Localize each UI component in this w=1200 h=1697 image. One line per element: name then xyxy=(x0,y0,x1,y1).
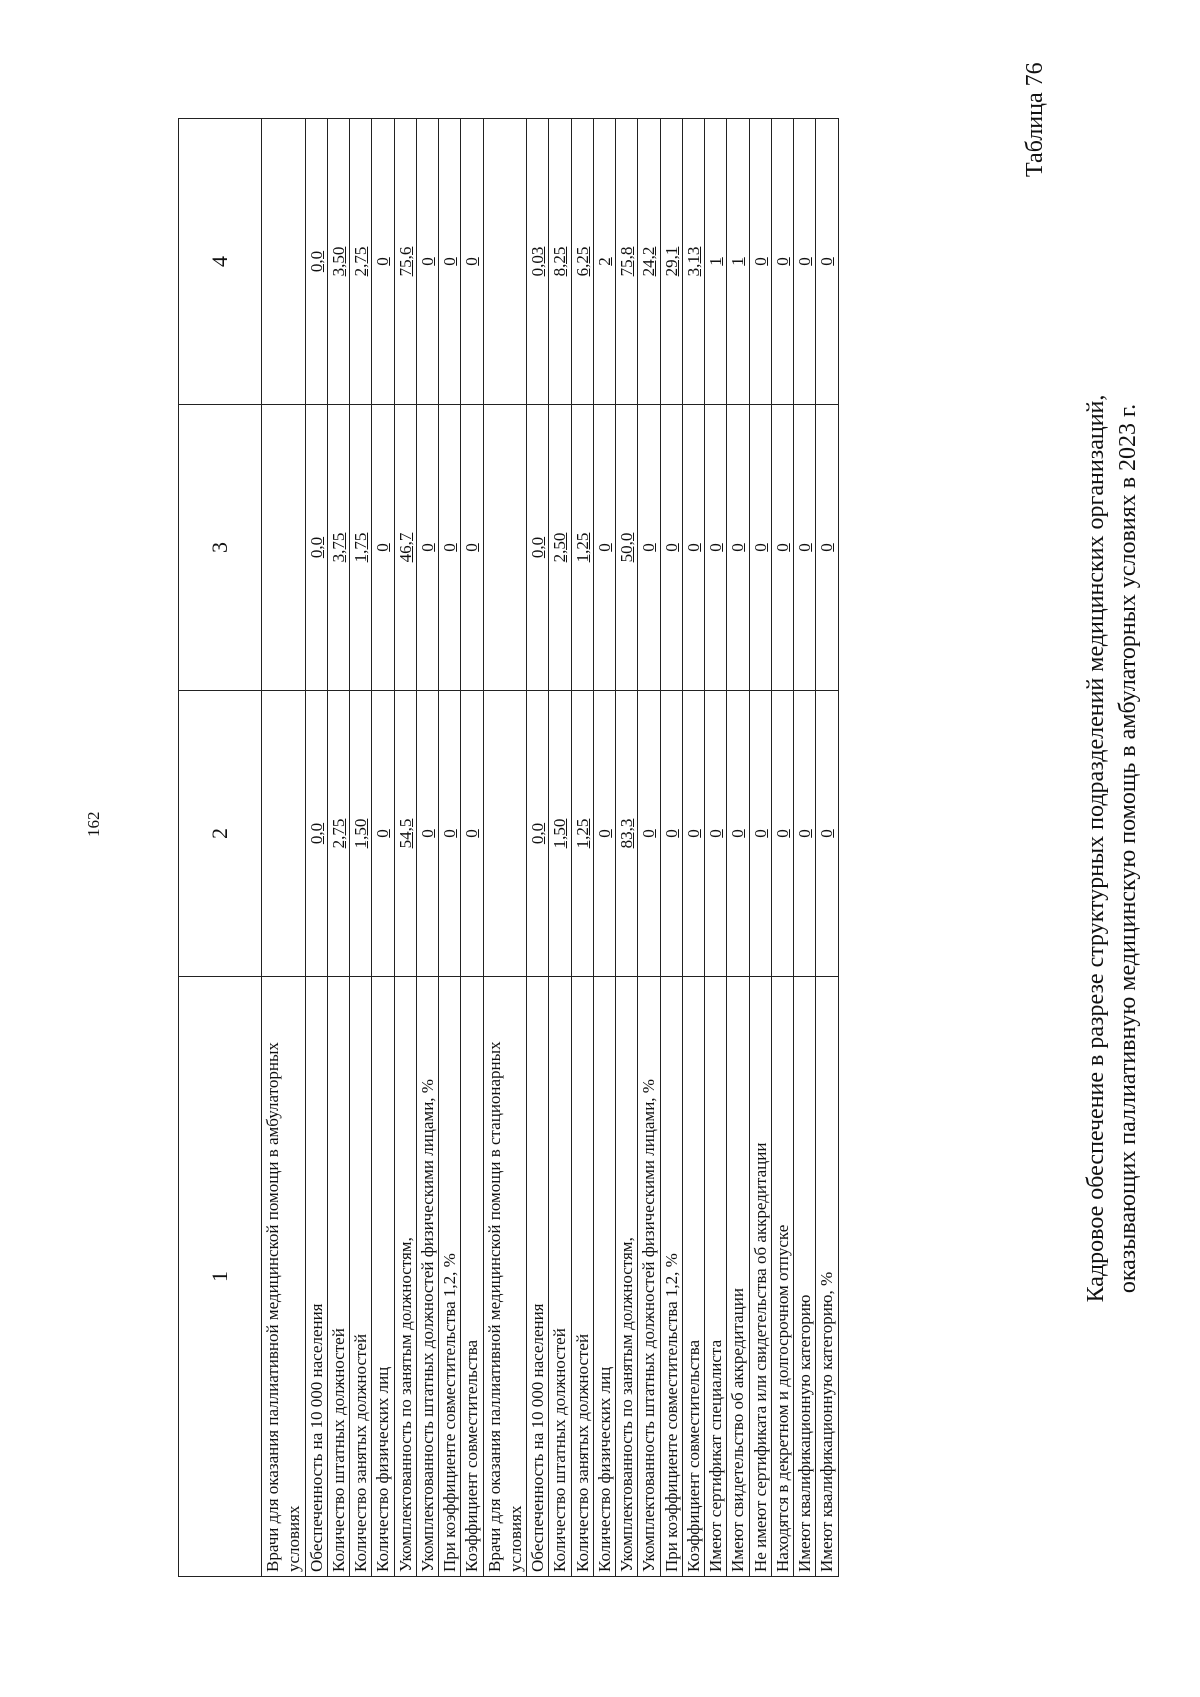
value-cell-col2: 0 xyxy=(439,691,461,977)
row-label-cell: Количество занятых должностей xyxy=(571,977,593,1577)
row-label-cell: Имеют квалификационную категорию xyxy=(794,977,816,1577)
table-row xyxy=(638,119,660,1577)
row-label-cell: Не имеют сертификата или свидетельства об аккредитации xyxy=(749,977,771,1577)
value-cell-col3: 3,75 xyxy=(327,405,349,691)
table-row xyxy=(483,119,527,1577)
table-row xyxy=(660,119,682,1577)
value-cell-col2: 0 xyxy=(660,691,682,977)
table-row xyxy=(616,119,638,1577)
row-label-cell: Укомплектованность штатных должностей физическими лицами, % xyxy=(638,977,660,1577)
value-cell-col4: 3,13 xyxy=(682,119,704,405)
value-cell-col3: 0 xyxy=(727,405,749,691)
table-header-row xyxy=(179,119,262,1577)
row-label-cell: Количество штатных должностей xyxy=(327,977,349,1577)
table-caption: Таблица 76 xyxy=(1022,62,1048,177)
value-cell-col4: 0 xyxy=(771,119,793,405)
table-row xyxy=(372,119,394,1577)
value-cell-col2: 0 xyxy=(794,691,816,977)
column-header: 1 xyxy=(179,977,262,1577)
row-label-cell: Имеют сертификат специалиста xyxy=(705,977,727,1577)
table-row xyxy=(262,119,306,1577)
table-row xyxy=(305,119,327,1577)
value-cell-col2: 0 xyxy=(638,691,660,977)
column-header: 3 xyxy=(179,405,262,691)
row-label-cell: Имеют свидетельство об аккредитации xyxy=(727,977,749,1577)
value-cell-col3 xyxy=(262,405,306,691)
row-label-cell: Количество физических лиц xyxy=(593,977,615,1577)
table-row xyxy=(571,119,593,1577)
value-cell-col2: 54,5 xyxy=(394,691,416,977)
value-cell-col2: 0 xyxy=(727,691,749,977)
value-cell-col4: 75,6 xyxy=(394,119,416,405)
value-cell-col3: 0 xyxy=(638,405,660,691)
value-cell-col4: 6,25 xyxy=(571,119,593,405)
value-cell-col3: 0 xyxy=(816,405,838,691)
row-label-cell: Коэффициент совместительства xyxy=(682,977,704,1577)
table-row xyxy=(350,119,372,1577)
row-label-cell: Обеспеченность на 10 000 населения xyxy=(527,977,549,1577)
value-cell-col2: 2,75 xyxy=(327,691,349,977)
value-cell-col3: 0 xyxy=(461,405,483,691)
table-row xyxy=(416,119,438,1577)
value-cell-col3: 0 xyxy=(749,405,771,691)
value-cell-col3: 0 xyxy=(660,405,682,691)
value-cell-col2: 0 xyxy=(461,691,483,977)
value-cell-col3: 1,25 xyxy=(571,405,593,691)
value-cell-col4: 24,2 xyxy=(638,119,660,405)
table-row xyxy=(705,119,727,1577)
value-cell-col2: 0 xyxy=(593,691,615,977)
value-cell-col4: 1 xyxy=(705,119,727,405)
table-row xyxy=(394,119,416,1577)
row-label-cell: Находятся в декретном и долгосрочном отпуске xyxy=(771,977,793,1577)
value-cell-col3: 0 xyxy=(593,405,615,691)
table-row xyxy=(794,119,816,1577)
value-cell-col4 xyxy=(483,119,527,405)
value-cell-col4: 0 xyxy=(749,119,771,405)
row-label-cell: Количество физических лиц xyxy=(372,977,394,1577)
value-cell-col2: 0 xyxy=(771,691,793,977)
value-cell-col3: 1,75 xyxy=(350,405,372,691)
value-cell-col4: 3,50 xyxy=(327,119,349,405)
row-label-cell: При коэффициенте совместительства 1,2, % xyxy=(660,977,682,1577)
value-cell-col4: 0 xyxy=(794,119,816,405)
table-row xyxy=(461,119,483,1577)
table-title-line: Кадровое обеспечение в разрезе структурных подразделений медицинских организаций, xyxy=(1083,394,1109,1303)
value-cell-col2: 83,3 xyxy=(616,691,638,977)
value-cell-col3 xyxy=(483,405,527,691)
table-title xyxy=(1080,0,1145,1697)
value-cell-col4: 2,75 xyxy=(350,119,372,405)
value-cell-col3: 2,50 xyxy=(549,405,571,691)
value-cell-col3: 46,7 xyxy=(394,405,416,691)
table-row xyxy=(327,119,349,1577)
value-cell-col4: 0 xyxy=(816,119,838,405)
value-cell-col2: 1,50 xyxy=(549,691,571,977)
value-cell-col2: 0 xyxy=(749,691,771,977)
row-label-cell: Врачи для оказания паллиативной медицинской помощи в стационарных условиях xyxy=(483,977,527,1577)
row-label-cell: Коэффициент совместительства xyxy=(461,977,483,1577)
row-label-cell: Обеспеченность на 10 000 населения xyxy=(305,977,327,1577)
staffing-table xyxy=(178,118,839,1577)
column-header: 2 xyxy=(179,691,262,977)
row-label-cell: При коэффициенте совместительства 1,2, % xyxy=(439,977,461,1577)
value-cell-col2: 0 xyxy=(682,691,704,977)
value-cell-col4: 0 xyxy=(461,119,483,405)
value-cell-col2: 0 xyxy=(372,691,394,977)
value-cell-col4: 0 xyxy=(372,119,394,405)
row-label-cell: Имеют квалификационную категорию, % xyxy=(816,977,838,1577)
table-row xyxy=(771,119,793,1577)
value-cell-col4: 75,8 xyxy=(616,119,638,405)
value-cell-col4: 0 xyxy=(439,119,461,405)
value-cell-col3: 0 xyxy=(682,405,704,691)
value-cell-col3: 0 xyxy=(416,405,438,691)
value-cell-col2: 0,0 xyxy=(305,691,327,977)
value-cell-col4: 0,03 xyxy=(527,119,549,405)
value-cell-col3: 0,0 xyxy=(305,405,327,691)
value-cell-col2: 1,25 xyxy=(571,691,593,977)
row-label-cell: Укомплектованность штатных должностей физическими лицами, % xyxy=(416,977,438,1577)
value-cell-col3: 0 xyxy=(439,405,461,691)
value-cell-col3: 0 xyxy=(771,405,793,691)
table-row xyxy=(549,119,571,1577)
table-title-line: оказывающих паллиативную медицинскую помощь в амбулаторных условиях в 2023 г. xyxy=(1115,403,1142,1294)
table-row xyxy=(749,119,771,1577)
table-body xyxy=(262,119,839,1577)
row-label-cell: Врачи для оказания паллиативной медицинской помощи в амбулаторных условиях xyxy=(262,977,306,1577)
value-cell-col4 xyxy=(262,119,306,405)
row-label-cell: Количество занятых должностей xyxy=(350,977,372,1577)
value-cell-col2 xyxy=(483,691,527,977)
page-number: 162 xyxy=(84,811,103,837)
value-cell-col2: 0 xyxy=(705,691,727,977)
value-cell-col4: 1 xyxy=(727,119,749,405)
value-cell-col2: 0 xyxy=(416,691,438,977)
table-row xyxy=(439,119,461,1577)
value-cell-col3: 50,0 xyxy=(616,405,638,691)
value-cell-col2: 0,0 xyxy=(527,691,549,977)
value-cell-col4: 29,1 xyxy=(660,119,682,405)
table-row xyxy=(727,119,749,1577)
value-cell-col4: 0,0 xyxy=(305,119,327,405)
value-cell-col2: 0 xyxy=(816,691,838,977)
value-cell-col3: 0,0 xyxy=(527,405,549,691)
table-row xyxy=(527,119,549,1577)
value-cell-col2: 1,50 xyxy=(350,691,372,977)
table-row xyxy=(682,119,704,1577)
value-cell-col3: 0 xyxy=(794,405,816,691)
value-cell-col4: 0 xyxy=(416,119,438,405)
value-cell-col3: 0 xyxy=(372,405,394,691)
table-row xyxy=(816,119,838,1577)
value-cell-col3: 0 xyxy=(705,405,727,691)
value-cell-col4: 8,25 xyxy=(549,119,571,405)
row-label-cell: Количество штатных должностей xyxy=(549,977,571,1577)
row-label-cell: Укомплектованность по занятым должностям, xyxy=(394,977,416,1577)
value-cell-col4: 2 xyxy=(593,119,615,405)
column-header: 4 xyxy=(179,119,262,405)
table-row xyxy=(593,119,615,1577)
value-cell-col2 xyxy=(262,691,306,977)
row-label-cell: Укомплектованность по занятым должностям, xyxy=(616,977,638,1577)
